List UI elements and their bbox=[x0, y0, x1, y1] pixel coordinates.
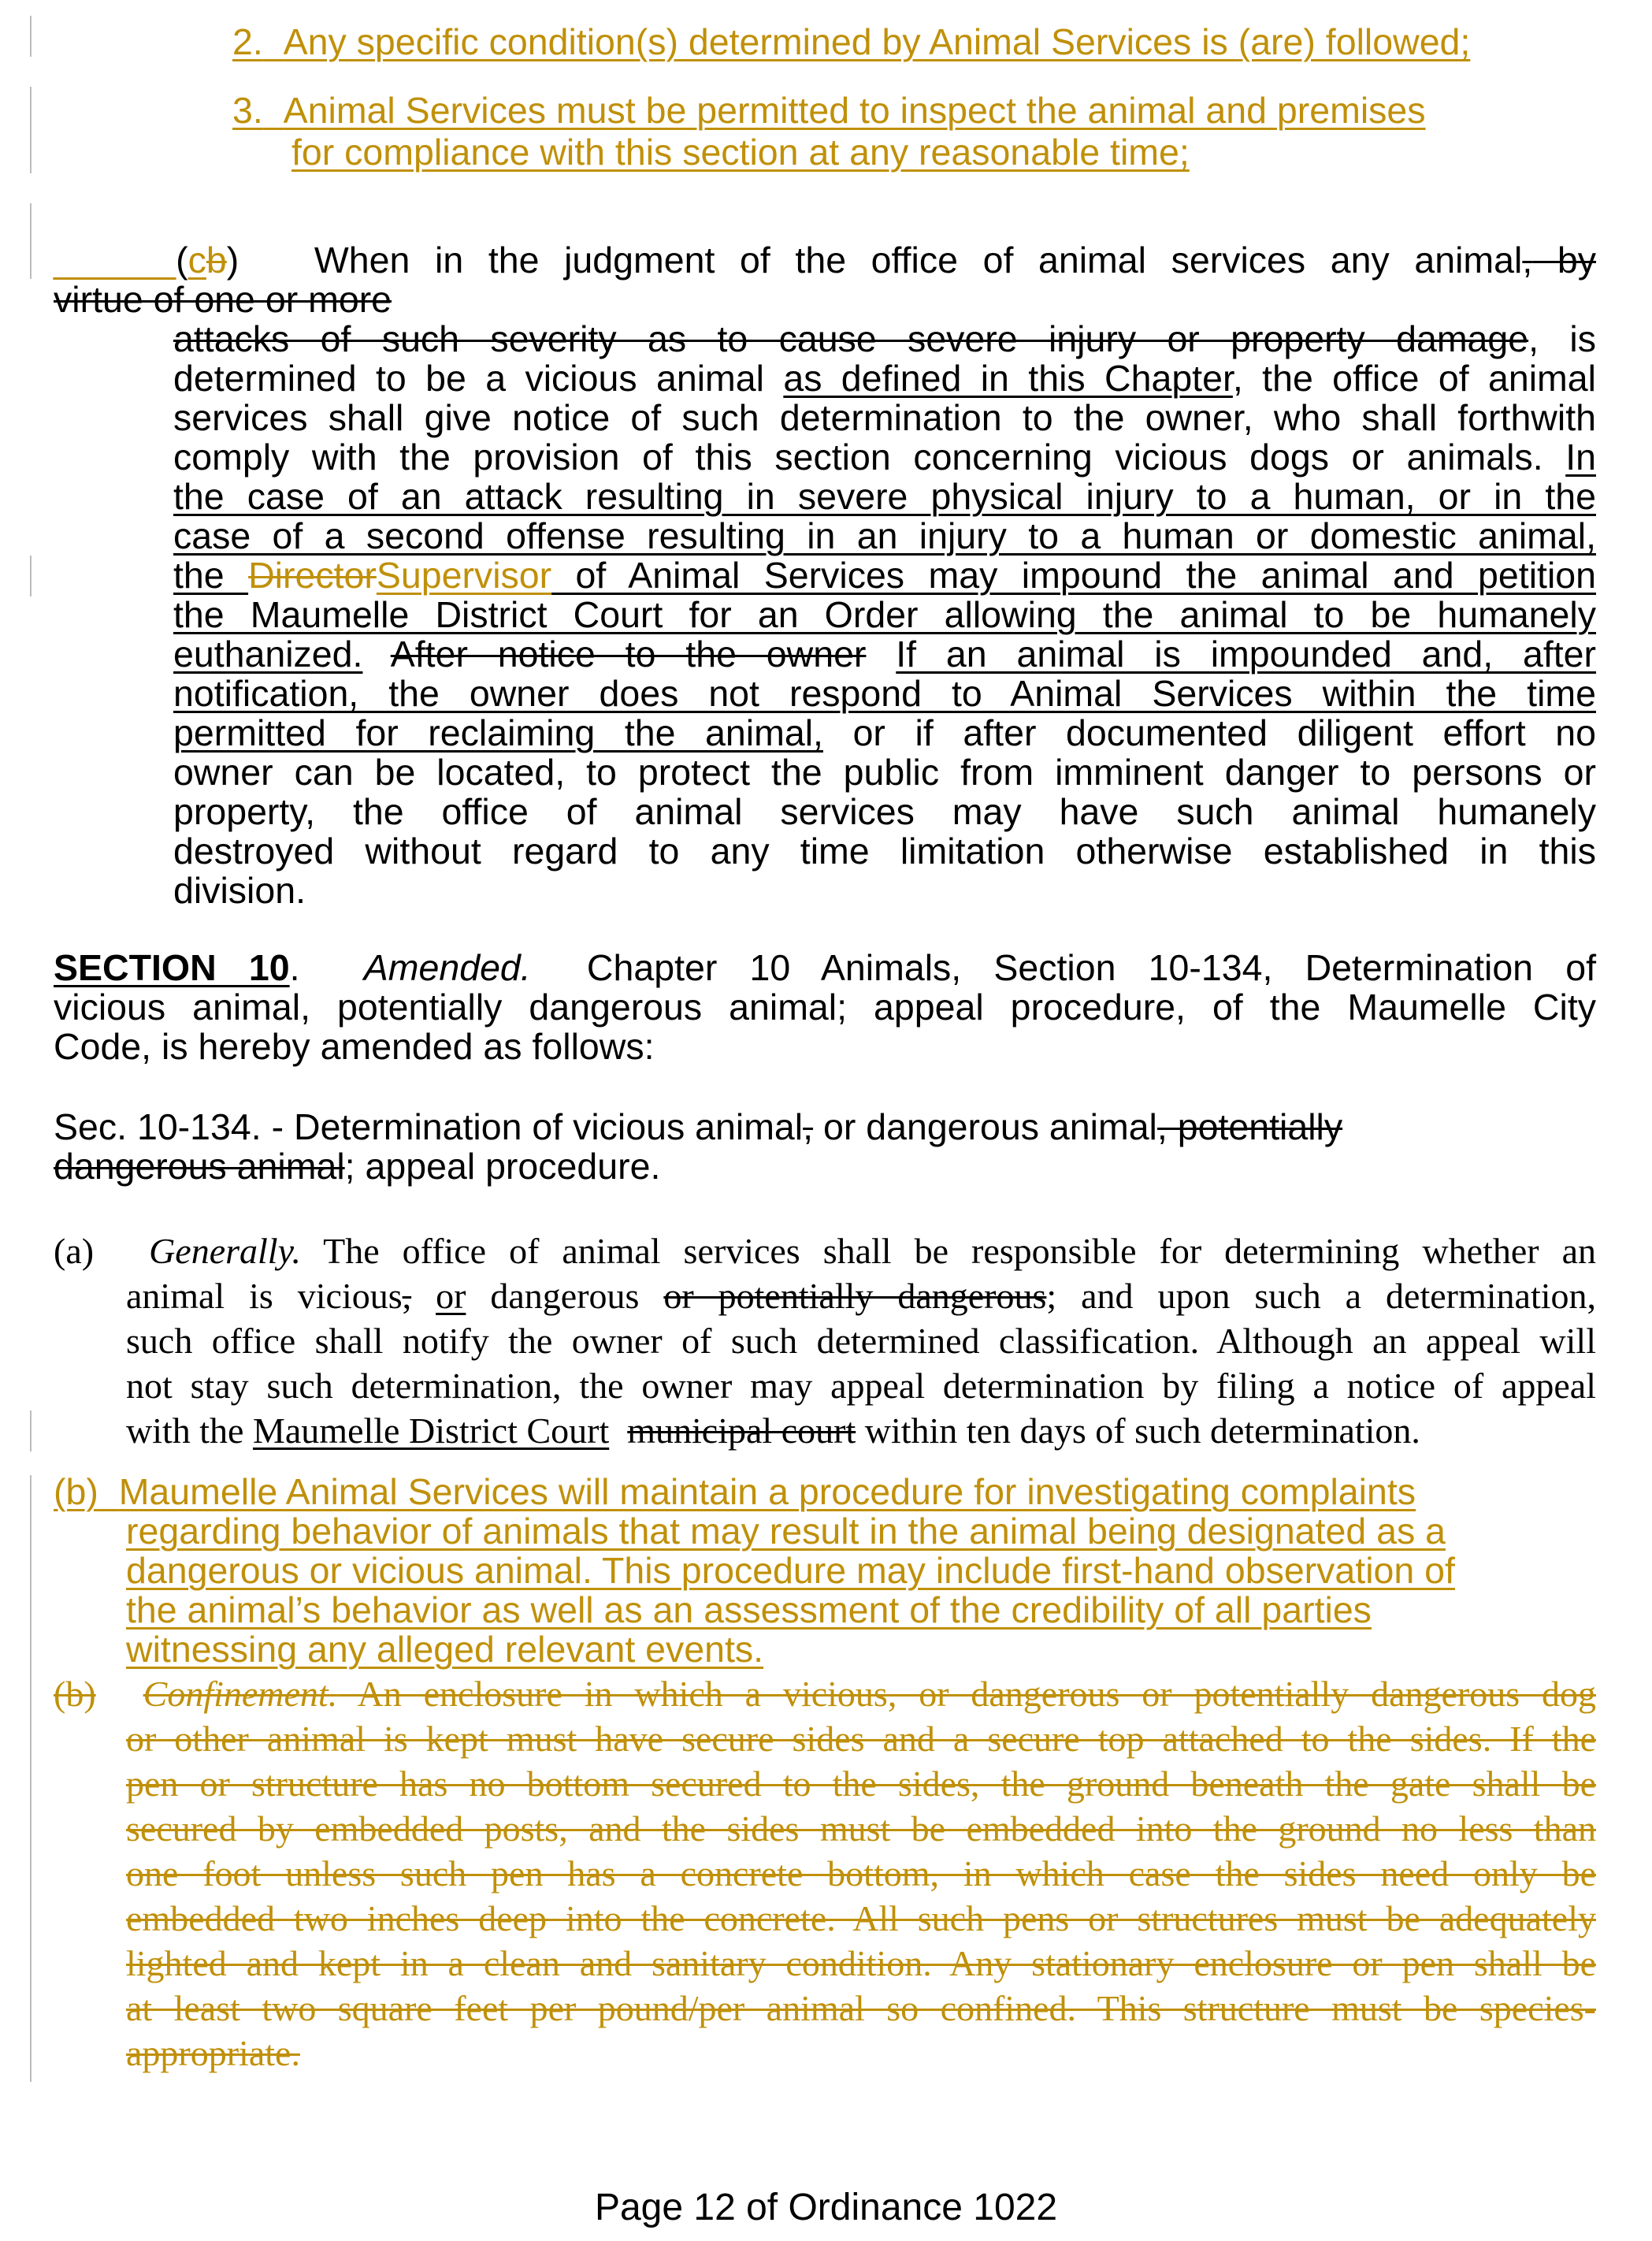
change-bar bbox=[30, 1475, 32, 2082]
para-c-line-17: division. bbox=[173, 870, 306, 911]
para-b-old-line-4: secured by embedded posts, and the sides must be embedded into the ground no less than bbox=[126, 1808, 1596, 1849]
para-c-line-6: comply with the provision of this section concerning vicious dogs or animals. In bbox=[173, 437, 1596, 478]
para-c-line-8: case of a second offense resulting in an injury to a human or domestic animal, bbox=[173, 515, 1596, 556]
para-c-line-3: attacks of such severity as to cause severe injury or property damage, is bbox=[173, 318, 1597, 359]
list-item-3-cont bbox=[291, 132, 1190, 172]
para-b-old-line-2: or other animal is kept must have secure sides and a secure top attached to the sides. If the bbox=[126, 1719, 1596, 1759]
sec-10-134-title-2: dangerous animal; appeal procedure. bbox=[54, 1146, 661, 1187]
para-b-old-line-1: (b) Confinement. An enclosure in which a vicious, or dangerous or potentially dangerous dog bbox=[54, 1674, 1596, 1714]
list-item-2 bbox=[232, 22, 1470, 61]
change-bar bbox=[30, 1410, 32, 1451]
change-bar bbox=[30, 87, 32, 173]
para-c-line-13: permitted for reclaiming the animal, or if after documented diligent effort no bbox=[173, 712, 1596, 753]
list-number: 2. bbox=[232, 21, 263, 62]
para-a-line-4: not stay such determination, the owner may appeal determination by filing a notice of appeal bbox=[126, 1366, 1596, 1406]
para-c-line-9: the DirectorSupervisor of Animal Services may impound the animal and petition bbox=[173, 555, 1596, 596]
sec-10-134-title-1: Sec. 10-134. - Determination of vicious animal, or dangerous animal, potentially bbox=[54, 1106, 1343, 1147]
para-c-line-4: determined to be a vicious animal as defined in this Chapter, the office of animal bbox=[173, 358, 1596, 399]
para-b-old-line-8: at least two square feet per pound/per animal so confined. This structure must be species- bbox=[126, 1988, 1596, 2028]
para-b-new-line-1: (b) Maumelle Animal Services will maintain a procedure for investigating complaints bbox=[54, 1471, 1416, 1512]
para-c-line-14: owner can be located, to protect the public from imminent danger to persons or bbox=[173, 752, 1596, 793]
section-10-line-1: SECTION 10. Amended. Chapter 10 Animals, Section 10-134, Determination of bbox=[54, 947, 1597, 988]
list-text: Any specific condition(s) determined by Animal Services is (are) followed; bbox=[283, 21, 1471, 62]
para-b-old-line-9: appropriate. bbox=[126, 2033, 300, 2073]
list-text: for compliance with this section at any reasonable time; bbox=[291, 132, 1190, 173]
para-c-line-10: the Maumelle District Court for an Order allowing the animal to be humanely bbox=[173, 594, 1596, 635]
para-b-new-line-2: regarding behavior of animals that may result in the animal being designated as a bbox=[126, 1511, 1446, 1552]
para-c-line-12: notification, the owner does not respond to Animal Services within the time bbox=[173, 673, 1596, 714]
section-10-line-2: vicious animal, potentially dangerous animal; appeal procedure, of the Maumelle City bbox=[54, 987, 1596, 1028]
para-c-line-16: destroyed without regard to any time limitation otherwise established in this bbox=[173, 831, 1596, 872]
para-c-line-15: property, the office of animal services may have such animal humanely bbox=[173, 791, 1596, 832]
list-item-3 bbox=[232, 91, 1426, 130]
list-number: 3. bbox=[232, 90, 263, 131]
change-bar bbox=[30, 556, 32, 596]
para-b-old-line-5: one foot unless such pen has a concrete bottom, in which case the sides need only be bbox=[126, 1853, 1596, 1894]
para-a-line-2: animal is vicious, or dangerous or potentially dangerous; and upon such a determination, bbox=[126, 1276, 1597, 1316]
para-a-line-1: (a) Generally. The office of animal services shall be responsible for determining whether an bbox=[54, 1231, 1596, 1271]
para-a-line-5: with the Maumelle District Court municipal court within ten days of such determination. bbox=[126, 1410, 1420, 1451]
para-b-old-line-7: lighted and kept in a clean and sanitary condition. Any stationary enclosure or pen shall be bbox=[126, 1943, 1596, 1983]
para-b-new-line-5: witnessing any alleged relevant events. bbox=[126, 1629, 764, 1670]
para-b-new-line-3: dangerous or vicious animal. This procedure may include first-hand observation of bbox=[126, 1550, 1455, 1591]
para-c-line-11: euthanized. After notice to the owner If an animal is impounded and, after bbox=[173, 634, 1597, 675]
para-c-line-5: services shall give notice of such determination to the owner, who shall forthwith bbox=[173, 397, 1596, 438]
para-b-old-line-3: pen or structure has no bottom secured to the sides, the ground beneath the gate shall be bbox=[126, 1763, 1596, 1804]
list-text: Animal Services must be permitted to inspect the animal and premises bbox=[283, 90, 1426, 131]
page-footer: Page 12 of Ordinance 1022 bbox=[594, 2187, 1058, 2228]
para-c-line-7: the case of an attack resulting in severe physical injury to a human, or in the bbox=[173, 476, 1596, 517]
para-b-old-line-6: embedded two inches deep into the concrete. All such pens or structures must be adequately bbox=[126, 1898, 1596, 1938]
change-bar bbox=[30, 16, 32, 57]
change-bar bbox=[30, 203, 32, 279]
section-10-line-3: Code, is hereby amended as follows: bbox=[54, 1026, 655, 1067]
para-c-line-2: virtue of one or more bbox=[54, 279, 392, 320]
section-heading: SECTION 10 bbox=[54, 947, 290, 988]
para-b-new-line-4: the animal’s behavior as well as an assessment of the credibility of all parties bbox=[126, 1589, 1372, 1630]
para-a-line-3: such office shall notify the owner of such determined classification. Although an appeal will bbox=[126, 1321, 1596, 1361]
para-c-line-1: ______(cb) When in the judgment of the office of animal services any animal, by bbox=[54, 240, 1596, 281]
